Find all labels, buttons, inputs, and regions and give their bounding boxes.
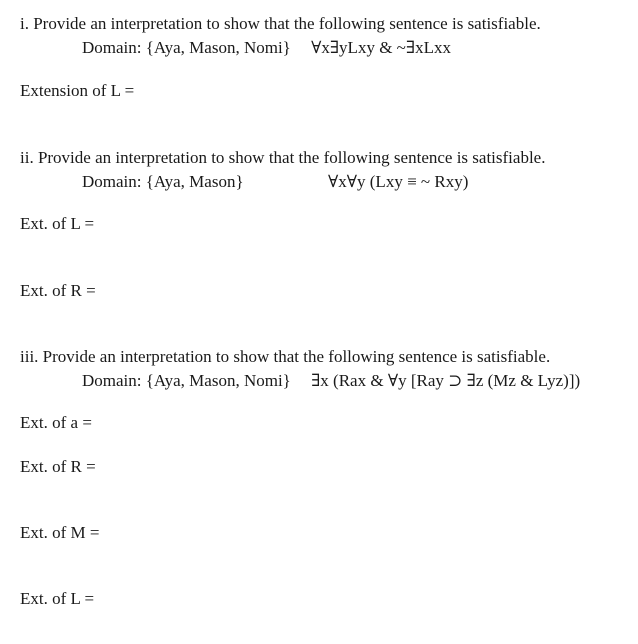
problem-1-answer-L: Extension of L = xyxy=(20,81,135,100)
problem-2-formula: ∀x∀y (Lxy ≡ ~ Rxy) xyxy=(328,172,469,191)
problem-3-formula: ∃x (Rax & ∀y [Ray ⊃ ∃z (Mz & Lyz)]) xyxy=(311,371,581,390)
problem-3-domain-line xyxy=(82,371,580,391)
problem-3-prompt: iii. Provide an interpretation to show that the following sentence is satisfiable. xyxy=(20,347,551,366)
problem-3-answer-M: Ext. of M = xyxy=(20,523,100,542)
problem-1-domain-line xyxy=(82,38,451,58)
problem-2-answer-L: Ext. of L = xyxy=(20,214,95,233)
problem-3-domain: Domain: {Aya, Mason, Nomi} xyxy=(82,371,291,390)
problem-2-domain-line xyxy=(82,172,469,192)
problem-3-answer-R: Ext. of R = xyxy=(20,457,96,476)
problem-1-prompt: i. Provide an interpretation to show that the following sentence is satisfiable. xyxy=(20,14,541,33)
problem-1-domain: Domain: {Aya, Mason, Nomi} xyxy=(82,38,291,57)
problem-3-answer-L: Ext. of L = xyxy=(20,589,95,608)
problem-2-domain: Domain: {Aya, Mason} xyxy=(82,172,244,191)
problem-1-formula: ∀x∃yLxy & ~∃xLxx xyxy=(311,38,451,57)
problem-2-prompt: ii. Provide an interpretation to show that the following sentence is satisfiable. xyxy=(20,148,546,167)
problem-3-answer-a: Ext. of a = xyxy=(20,413,92,432)
problem-2-answer-R: Ext. of R = xyxy=(20,281,96,300)
